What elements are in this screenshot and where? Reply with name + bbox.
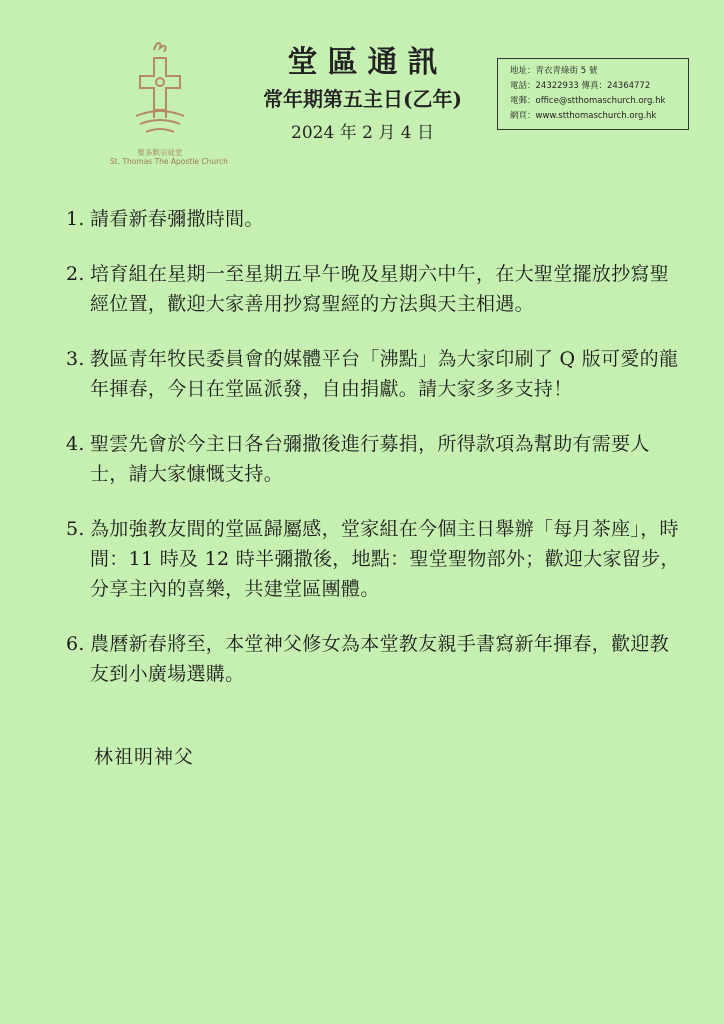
- item-number: 6.: [66, 633, 85, 655]
- contact-email: 電郵：office@stthomaschurch.org.hk: [510, 96, 666, 106]
- church-logo: [110, 36, 228, 166]
- item-text: 培育組在星期一至星期五早午晚及星期六中午，在大聖堂擺放抄寫聖經位置，歡迎大家善用抄寫聖經的方法與天主相遇。: [90, 263, 670, 315]
- contact-phone-fax: 電話：24322933 傳真：24364772: [510, 81, 651, 91]
- contact-address: 地址：青衣青綠街 5 號: [510, 66, 598, 76]
- item-number: 2.: [66, 263, 85, 285]
- item-number: 3.: [66, 348, 85, 370]
- list-item: [66, 429, 686, 489]
- logo-english-name: St. Thomas The Apostle Church: [110, 157, 228, 166]
- item-text: 農曆新春將至，本堂神父修女為本堂教友親手書寫新年揮春，歡迎教友到小廣場選購。: [90, 633, 670, 685]
- item-text: 為加強教友間的堂區歸屬感，堂家組在今個主日舉辦「每月茶座」，時間：11 時及 12 時半彌撒後，地點：聖堂聖物部外；歡迎大家留步，分享主內的喜樂，共建堂區團體。: [90, 518, 680, 600]
- list-item: [66, 344, 686, 404]
- item-text: 教區青年牧民委員會的媒體平台「沸點」為大家印刷了 Q 版可愛的龍年揮春，今日在堂區派發，自由捐獻。請大家多多支持！: [90, 348, 679, 400]
- item-number: 5.: [66, 518, 85, 540]
- liturgical-subtitle: 常年期第五主日(乙年): [263, 87, 462, 111]
- contact-website: 網頁：www.stthomaschurch.org.hk: [510, 111, 657, 121]
- list-item: [66, 204, 686, 234]
- notice-list: [66, 204, 686, 714]
- list-item: [66, 629, 686, 689]
- page-title: 堂區通訊: [287, 45, 448, 80]
- item-number: 1.: [66, 208, 85, 230]
- contact-box: [497, 58, 689, 130]
- header: [240, 44, 485, 146]
- logo-chinese-name: 聖多默宗徒堂: [137, 148, 183, 157]
- item-text: 請看新春彌撒時間。: [90, 208, 264, 230]
- item-text: 聖雲先會於今主日各台彌撒後進行募捐，所得款項為幫助有需要人士，請大家慷慨支持。: [90, 433, 650, 485]
- signature: 林祖明神父: [94, 746, 195, 768]
- list-item: [66, 259, 686, 319]
- publish-date: 2024 年 2 月 4 日: [291, 123, 434, 143]
- cross-icon: [110, 36, 210, 148]
- item-number: 4.: [66, 433, 85, 455]
- list-item: [66, 514, 686, 604]
